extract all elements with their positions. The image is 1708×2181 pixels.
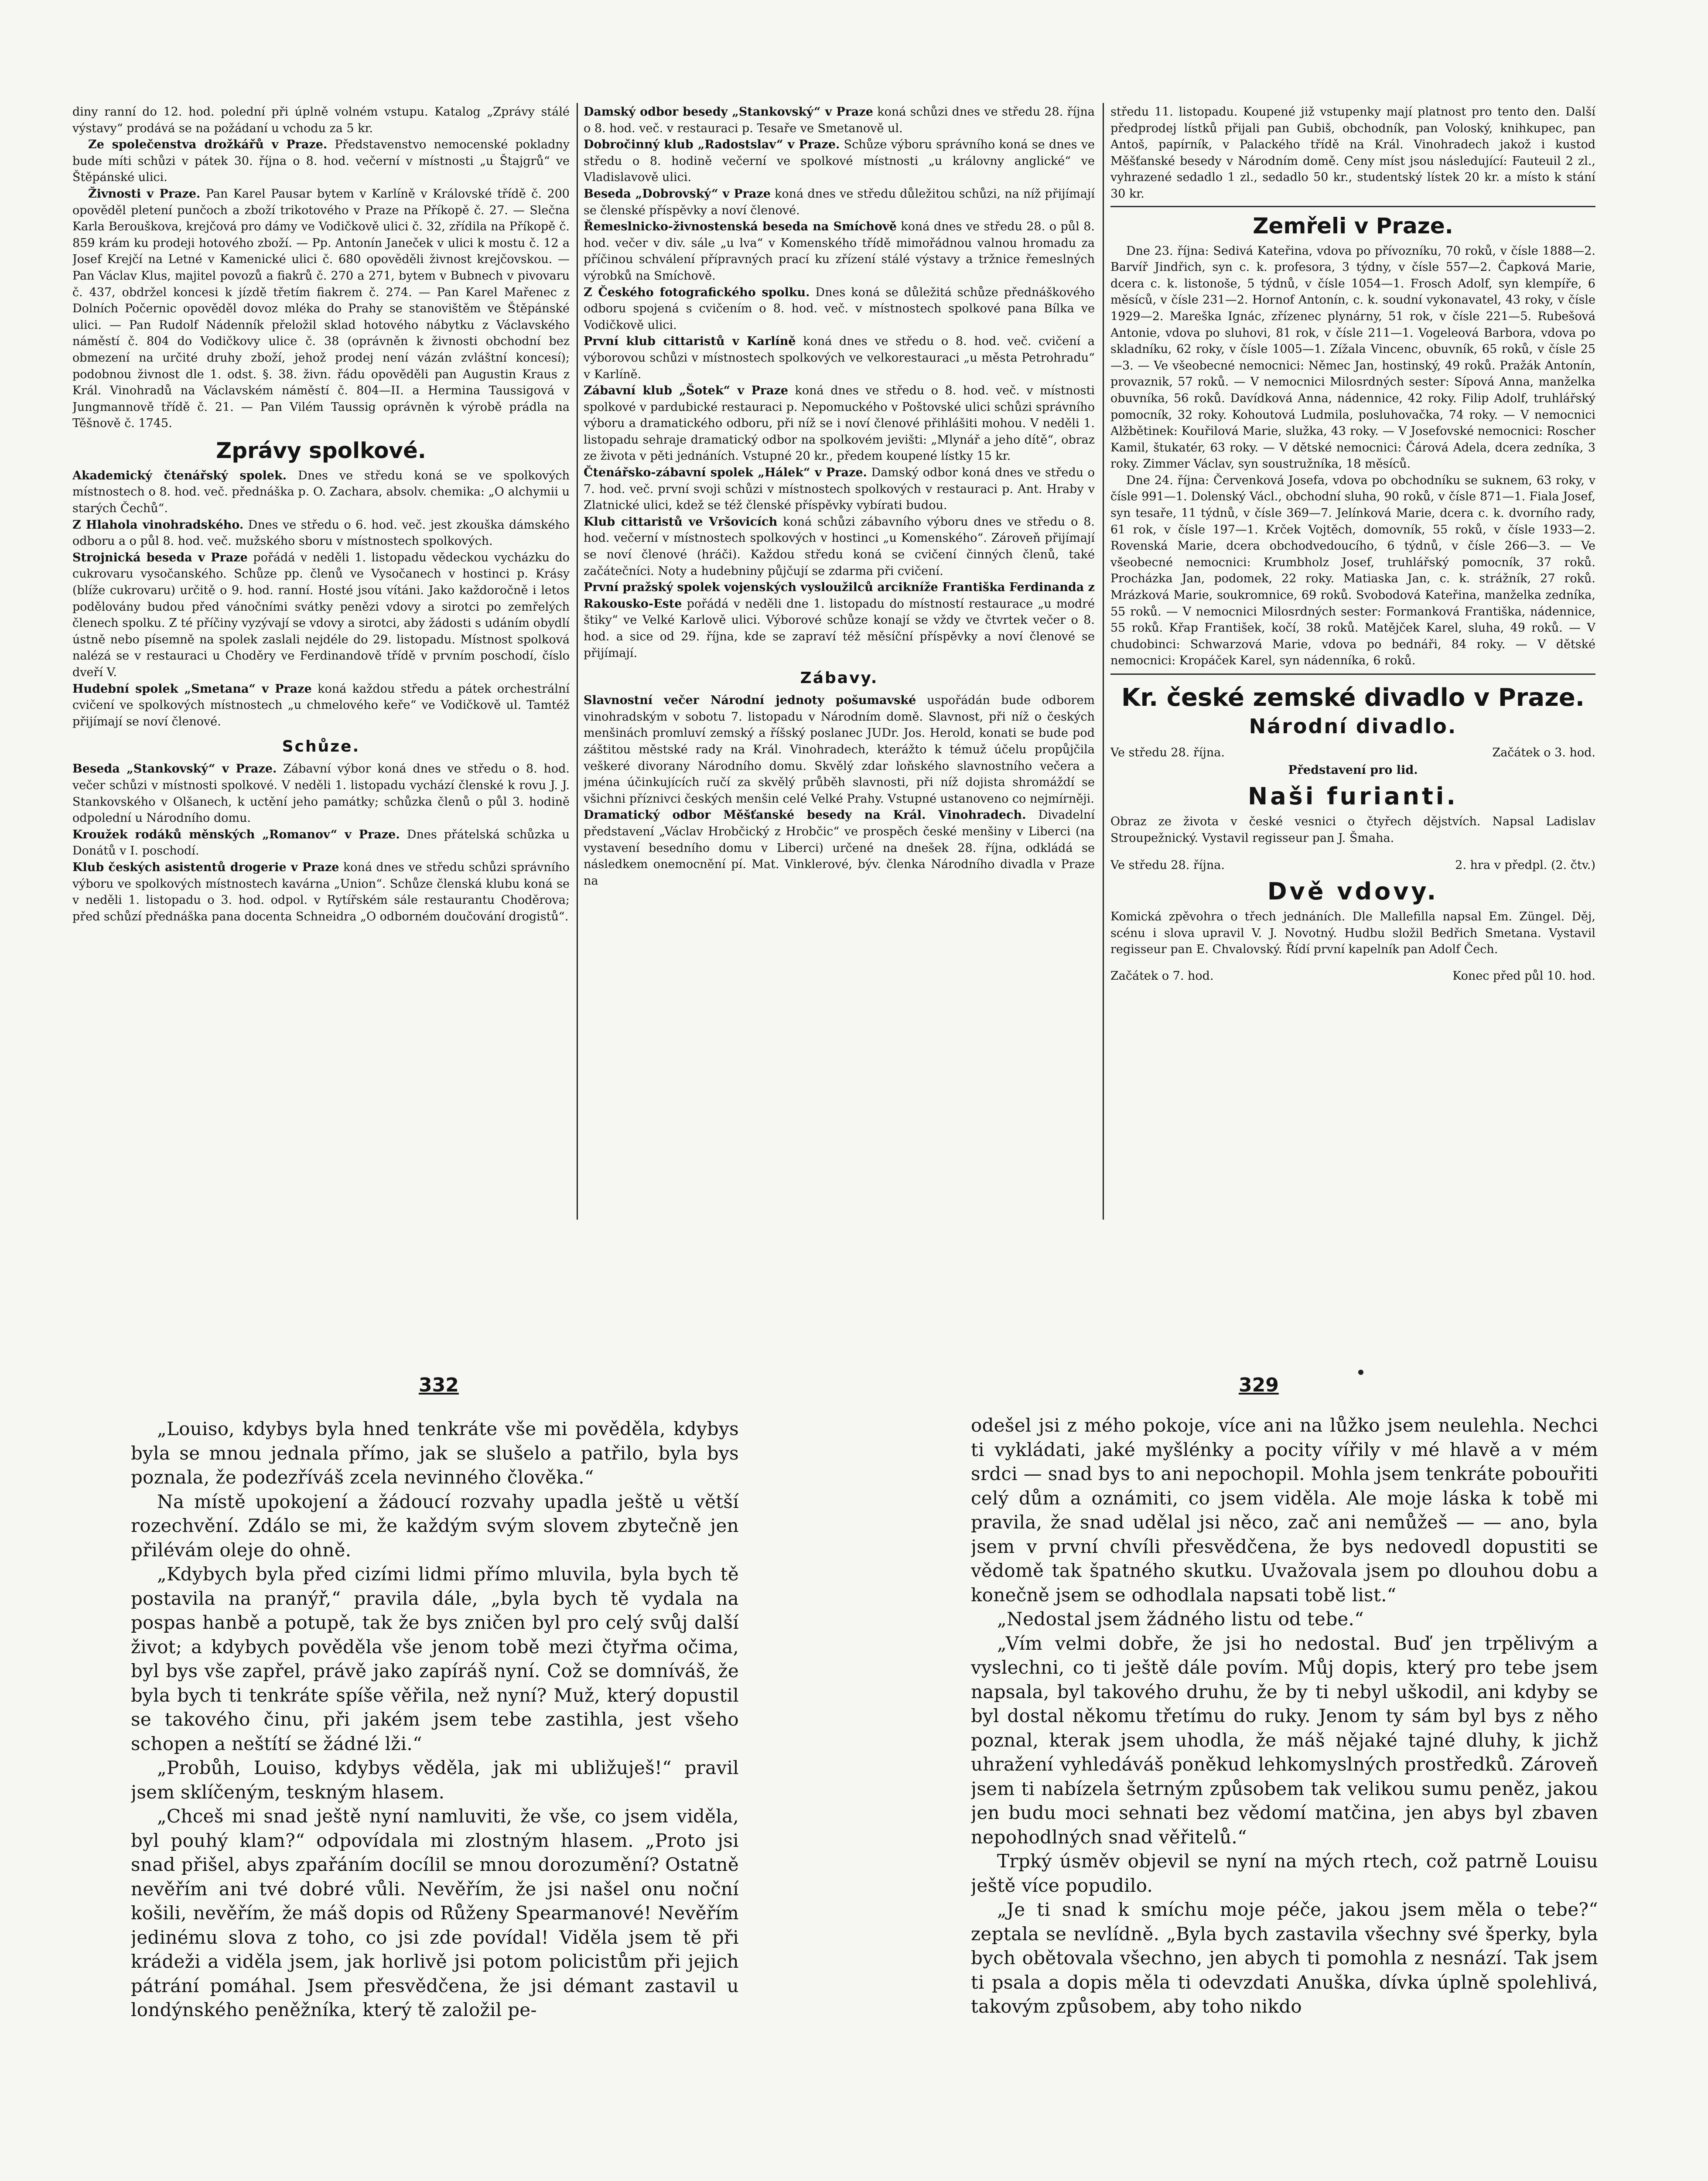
entertainment-item [584, 692, 1095, 807]
news-item [72, 137, 570, 186]
novel-paragraph: odešel jsi z mého pokoje, více ani na lůžko jsem neulehla. Nechci ti vykládati, jaké myšlénky a pocity vířily v mé hlavě a v mém srdci — snad bys to ani nepochopil. Mohla jsem tenkráte pobouřiti celý dům a oznámiti, co jsem viděla. Ale moje láska k tobě mi pravila, že snad udělal jsi něco, zač ani nemůžeš — — ano, byla jsem v první chvíli přesvědčena, že bys nedovedl dopustiti se vědomě tak špatného skutku. Uvažovala jsem po dlouhou dobu a konečně jsem se odhodlala napsati tobě list.“ [971, 1415, 1598, 1606]
club-item-head: Klub cittaristů ve Vršovicích [584, 515, 778, 529]
club-item-text: koná schůzi dnes ve středu 28. října o 8. hod. več. v restauraci p. Tesaře ve Smetanově ul. [584, 105, 1095, 135]
section-title-zemreli: Zemřeli v Praze. [1253, 213, 1453, 239]
club-item [584, 465, 1095, 514]
news-item [72, 186, 570, 432]
club-item-head: Čtenářsko-zábavní spolek „Hálek“ v Praze. [584, 466, 867, 480]
club-item-head: Řemeslnicko-živnostenská beseda na Smíchově [584, 220, 897, 234]
club-item [72, 681, 570, 730]
club-item-text: Damský odbor koná dnes ve středu o 7. hod. več. první svoji schůzi v místnostech spolkových v restauraci p. Ant. Hraby v Zlatnické ulici, kdež se též členské příspěvky vybírati budou. [584, 466, 1095, 513]
club-item-head: Z Českého fotografického spolku. [584, 285, 810, 299]
page-number-right: 329 [1239, 1374, 1279, 1396]
club-item [584, 284, 1095, 334]
club-item-text: Schůze výboru správního koná se dnes ve středu o 8. hodině večerní ve spolkové místnosti „u královny anglické“ ve Vladislavově ulici. [584, 138, 1095, 185]
entertainment-item-head: Slavnostní večer Národní jednoty pošumavské [584, 694, 916, 708]
meeting-item-text: Dnes přátelská schůzka u Donátů v I. poschodí. [72, 827, 570, 858]
meeting-item-text: koná dnes ve středu schůzi správního výboru ve spolkových místnostech kavárna „Union“. Schůze členská klubu koná se v neděli 1. listopadu o 3. hod. odpol. v Rytířském sále restaurantu Choděrova; před schůzí přednáška pana docenta Schneidra „O odborném doučování drogistů“. [72, 860, 570, 923]
entertainment-item-text: Divadelní představení „Václav Hrobčický z Hrobčic“ ve prospěch české menšiny v Liberci (na vystavení besedního domu v Liberci) určené na dnešek 28. října, odkládá se následkem onemocnění pí. Mat. Vinklerové, býv. členka Národního divadla v Praze na [584, 808, 1095, 888]
show-title: Dvě vdovy. [1267, 878, 1439, 906]
news-column-3 [1110, 104, 1595, 1220]
column-divider-2 [1103, 103, 1104, 1220]
club-item-head: Akademický čtenářský spolek. [72, 468, 287, 482]
club-item-head: První pražský spolek vojenských vysloužilců arcikníže Františka Ferdinanda z Rakousko-Este [584, 581, 1095, 611]
meeting-item [72, 761, 570, 826]
club-item-head: Damský odbor besedy „Stankovský“ v Praze [584, 105, 873, 119]
club-item-text: Dnes ve středu koná se ve spolkových místnostech o 8. hod. več. přednáška p. O. Zachara, absolv. chemika: „O alchymii u starých Čechů“. [72, 468, 570, 516]
meeting-item-text: Zábavní výbor koná dnes ve středu o 8. hod. večer schůzi v místnosti spolkové. V neděli 1. listopadu vychází členské k rovu J. J. Stankovského v Olšanech, k uctění jeho památky; schůzka členů o půl 3. hodině odpolední u Národního domu. [72, 762, 570, 825]
meeting-item [72, 827, 570, 859]
club-item-text: koná schůzi zábavního výboru dnes ve středu o 8. hod. večerní v místnostech spolkových v hostinci „u Komenského“. Zároveň přijímají se noví členové (hráči). Každou středu koná se cvičení činných členů, také začátečníci. Noty a hudebniny půjčují se zdarma při cvičení. [584, 515, 1095, 578]
show-date: Ve středu 28. října. [1110, 858, 1225, 872]
club-item-head: Beseda „Dobrovský“ v Praze [584, 187, 771, 201]
news-column-1 [72, 104, 570, 1220]
novel-paragraph: „Je ti snad k smíchu moje péče, jakou jsem měla o tebe?“ zeptala se nevlídně. „Byla bych zastavila všechny své šperky, byla bych obětovala všechno, jen abych ti pomohla z nesnází. Tak jsem ti psala a dopis měla ti odevzdati Anuška, dívka úplně spolehlivá, takovým způsobem, aby toho nikdo [971, 1899, 1598, 2017]
news-item-text: Představenstvo nemocenské pokladny bude míti schůzi v pátek 30. října o 8. hod. večerní v místnosti „u Štajgrů“ ve Štěpánské ulici. [72, 138, 570, 185]
news-item-head: Živnosti v Praze. [88, 187, 201, 201]
divider-line [1110, 206, 1595, 207]
meeting-item-head: Kroužek rodáků měnských „Romanov“ v Praze. [72, 827, 400, 841]
section-title-zabavy: Zábavy. [800, 669, 878, 687]
club-item [72, 468, 570, 517]
deaths-list: Dne 24. října: Červenková Josefa, vdova po obchodníku se suknem, 63 roky, v čísle 991—1. Dolenský Václ., obchodní sluha, 90 roků, v čísle 871—1. Fiala Josef, syn tesaře, 11 týdnů, v čísle 369—7. Jelínková Marie, dcera c. k. dvorního rady, 61 rok, v čísle 197—1. Krček Vojtěch, domovník, 55 roků, v čísle 1933—2. Rovenská Marie, dcera obchodvedoucího, 6 týdnů, v čísle 266—3. — Ve všeobecné nemocnici: Krumbholz Josef, truhlářský pomocník, 37 roků. Procházka Jan, podomek, 22 roky. Matiaska Jan, c. k. strážník, 27 roků. Mrázková Marie, soukromnice, 69 roků. Svobodová Kateřina, manželka zedníka, 55 roků. — V nemocnici Milosrdných sester: Formanková Františka, nádennice, 55 roků. Křap František, kočí, 38 roků. Matějček Karel, sluha, 49 roků. — V chudobinci: Schwarzová Marie, vdova po bednáři, 84 roky. — V dětské nemocnici: Kropáček Karel, syn nádenníka, 6 roků. [1110, 473, 1595, 668]
show-description: Obraz ze života v české vesnici o čtyřech dějstvích. Napsal Ladislav Stroupežnický. Vystavil regisseur pan J. Šmaha. [1110, 815, 1595, 845]
club-item-text: pořádá v neděli 1. listopadu vědeckou vycházku do cukrovaru vysočanského. Schůze pp. členů ve Vysočanech v hostinci p. Krásy (blíže cukrovaru) určitě o 9. hod. ranní. Hosté jsou vítáni. Jako každoročně i letos podělovány budou před vánočními svátky penězi vdovy a sirotci po zemřelých členech spolku. Z té příčiny vyzývají se vdovy a sirotci, aby žádosti s udáním obydlí ústně nebo písemně na spolek zaslali nejdéle do 29. listopadu. Místnost spolková nalézá se v restauraci u Choděry ve Ferdinandově třídě v prvním poschodí, číslo dveří V. [72, 550, 570, 679]
column-divider-1 [577, 103, 578, 1220]
meeting-item [72, 859, 570, 925]
section-title-zpravy-spolkove: Zprávy spolkové. [216, 438, 426, 463]
print-mark [1358, 1370, 1363, 1375]
club-item [584, 514, 1095, 579]
show-row [1110, 967, 1595, 985]
show-row [1110, 744, 1595, 762]
club-item [584, 186, 1095, 219]
club-item [584, 333, 1095, 383]
club-item-text: koná dnes ve středu důležitou schůzi, na níž přijímají se členské příspěvky a noví členové. [584, 187, 1095, 217]
club-item [72, 517, 570, 550]
club-item-text: koná dnes ve středu 28. o půl 8. hod. večer v div. sále „u lva“ v Komenského třídě mimořádnou valnou hromadu za příčinou schválení přípravných prací ku zřízení stálé výstavy a tržnice řemeslných výrobků na Smíchově. [584, 220, 1095, 283]
news-item-text: Pan Karel Pausar bytem v Karlíně v Královské třídě č. 200 opověděl pletení punčoch a zboží trikotového v Praze na Příkopě č. 27. — Slečna Karla Berouškova, krejčová pro dámy ve Vodičkově ulici č. 32, zřídila na Příkopě č. 859 krám ku prodeji hotového zboží. — Pp. Antonín Janeček v ulici k mostu č. 12 a Josef Krejčí na Letné v Kamenické ulici č. 680 opověděli živnost krejčovskou. — Pan Václav Klus, majitel povozů a fiakrů č. 270 a 271, bytem v Bubnech v pivovaru č. 437, obdržel koncesi k jízdě třetím fiakrem č. 274. — Pan Karel Mařenec z Dolních Počernic opověděl dovoz mléka do Prahy se stanovištěm ve Štěpánské ulici. — Pan Rudolf Nádenník přeložil sklad hotového nábytku z Václavského náměstí č. 804 do Vodičkovy ulice č. 38 (oprávněn k živnosti obchodní bez obmezení na určité druhy zboží, jehož prodej není vázán zvláštní koncesí); podobnou živnost dle 1. odst. §. 38. živn. řádu opověděli pan Augustin Kraus z Král. Vinohradů na Václavském náměstí č. 804—II. a Hermina Taussigová v Jungmannově třídě č. 21. — Pan Vilém Taussig oprávněn k výrobě prádla na Těšnově č. 1745. [72, 187, 570, 431]
club-item-text: Dnes ve středu o 6. hod. več. jest zkouška dámského odboru a o půl 8. hod. več. mužského sboru v místnostech spolkových. [72, 518, 570, 548]
show-row [1110, 857, 1595, 874]
club-item-head: První klub cittaristů v Karlíně [584, 335, 796, 349]
exhibition-notice: diny ranní do 12. hod. polední při úplně volném vstupu. Katalog „Zprávy stálé výstavy“ prodává se na požádaní u vchodu za 5 kr. [72, 105, 570, 135]
novel-paragraph: „Louiso, kdybys byla hned tenkráte vše mi pověděla, kdybys byla se mnou jednala přímo, jak se slušelo a patřilo, byla bys poznala, že podezříváš zcela nevinného člověka.“ [131, 1418, 739, 1488]
show-start: Začátek o 3. hod. [1492, 746, 1595, 759]
novel-paragraph: Na místě upokojení a žádoucí rozvahy upadla ještě u větší rozechvění. Zdálo se mi, že každým svým slovem zbytečně jen přilévám oleje do ohně. [131, 1490, 739, 1561]
club-item-head: Zábavní klub „Šotek“ v Praze [584, 384, 789, 398]
page-number-left: 332 [419, 1374, 459, 1396]
show-title: Naši furianti. [1248, 783, 1458, 810]
club-item-head: Strojnická beseda v Praze [72, 550, 248, 564]
show-subscription: 2. hra v předpl. (2. čtv.) [1455, 858, 1595, 872]
section-title-schuze: Schůze. [282, 738, 360, 756]
club-item-text: pořádá v neděli dne 1. listopadu do místností restaurace „u modré štiky“ ve Velké Karlově ulici. Výborové schůze konají se vždy ve čtvrtek večer o 8. hod. a sice od 29. října, kde se zapraví též měsíční příspěvky a noví členové se přijímají. [584, 597, 1095, 660]
club-item-head: Z Hlahola vinohradského. [72, 518, 244, 532]
entertainment-item-head: Dramatický odbor Měšťanské besedy na Král. Vinohradech. [584, 808, 1026, 822]
club-item [72, 550, 570, 681]
club-item [584, 579, 1095, 661]
novel-paragraph: „Kdybych byla před cizími lidmi přímo mluvila, byla bych tě postavila na pranýř,“ pravila dále, „byla bych tě vydala na pospas hanbě a potupě, tak že bys zničen byl pro celý svůj další život; a kdybych pověděla vše jenom tobě mezi čtyřma očima, byl bys vše zapřel, právě jako zapíráš nyní. Což se domníváš, že byla bych ti tenkráte spíše věřila, než nyní? Muž, který dopustil se takového činu, při jakém jsem tebe zastihla, jest všeho schopen a neštítí se žádné lži.“ [131, 1563, 739, 1754]
meeting-item-head: Beseda „Stankovský“ v Praze. [72, 762, 277, 776]
club-item-text: koná dnes ve středu o 8. hod. več. v místnosti spolkové v pardubické restauraci p. Nepomuckého v Poštovské ulici schůzi správního výboru a dramatického odboru, při níž se i noví členové přihlášiti mohou. V neděli 1. listopadu sehraje dramatický odbor na spolkovém jevišti: „Mlynář a jeho dítě“, obraz ze života v pěti jednáních. Vstupné 20 kr., předem koupené lístky 15 kr. [584, 384, 1095, 463]
club-item [584, 104, 1095, 137]
club-item [584, 219, 1095, 284]
club-item-text: koná dnes ve středu o 8. hod. več. cvičení a výborovou schůzi v místnostech spolkových ve velkorestauraci „u města Petrohradu“ v Karlíně. [584, 335, 1095, 381]
club-item-head: Hudební spolek „Smetana“ v Praze [72, 682, 312, 696]
show-start: Začátek o 7. hod. [1110, 969, 1214, 983]
theater-title: Kr. české zemské divadlo v Praze. [1121, 684, 1585, 712]
show-date: Ve středu 28. října. [1110, 746, 1225, 759]
novel-paragraph: Trpký úsměv objevil se nyní na mých rtech, což patrně Louisu ještě více popudilo. [971, 1850, 1598, 1896]
meeting-item-head: Klub českých asistentů drogerie v Praze [72, 860, 339, 874]
club-item-text: Dnes koná se důležitá schůze přednáškového odboru spojená s cvičením o 8. hod. več. v místnostech spolkové pana Bílka ve Vodičkově ulici. [584, 285, 1095, 332]
entertainment-item [584, 807, 1095, 889]
show-note: Představení pro lid. [1288, 763, 1418, 777]
club-item-text: koná každou středu a pátek orchestrální cvičení ve spolkových místnostech „u chmelového keře“ ve Vodičkově ul. Tamtéž přijímají se noví členové. [72, 682, 570, 728]
divider-line [1110, 673, 1595, 675]
novel-page-right [971, 1413, 1598, 2155]
show-end: Konec před půl 10. hod. [1452, 969, 1595, 983]
entertainment-item-text: uspořádán bude odborem vinohradským v sobotu 7. listopadu v Národním domě. Slavnost, při níž o českých menšinách promluví zemský a říšský poslanec JUDr. Jos. Herold, konati se bude pod záštitou městské rady na Král. Vinohradech, kterážto k témuž účelu propůjčila veškeré divorany Národního domu. Skvělý zdar loňského slavnostního večera a jména účinkujících ručí za skvělý průběh slavnosti, při níž dojista shromáždí se všichni příznivci českých menšin celé Velké Prahy. Vstupné ustanoveno co nejmírněji. [584, 694, 1095, 806]
novel-paragraph: „Probůh, Louiso, kdybys věděla, jak mi ubližuješ!“ pravil jsem sklíčeným, teskným hlasem. [131, 1757, 739, 1803]
novel-paragraph: „Nedostal jsem žádného listu od tebe.“ [997, 1608, 1364, 1630]
entertainment-continued: středu 11. listopadu. Koupené již vstupenky mají platnost pro tento den. Další předprodej lístků přijali pan Gubiš, obchodník, pan Voloský, knihkupec, pan Antoš, papírník, v Palackého třídě na Král. Vinohradech jakož i kustod Měšťanské besedy v Národním domě. Ceny míst jsou následující: Fauteuil 2 zl., vyhrazené sedadlo 1 zl., sedadlo 50 kr., studentský lístek 20 kr. a místo k stání 30 kr. [1110, 105, 1595, 201]
theater-subtitle: Národní divadlo. [1249, 714, 1457, 738]
novel-paragraph: „Vím velmi dobře, že jsi ho nedostal. Buď jen trpělivým a vyslechni, co ti ještě dále povím. Můj dopis, který pro tebe jsem napsala, byl takového druhu, že by ti nebyl uškodil, ani kdyby se byl dostal někomu třetímu do ruky. Jenom ty sám byl bys z něho poznal, kterak jsem uhodla, že máš nějaké tajné dluhy, k jichž uhražení vyhledáváš poněkud lehkomyslných prostředků. Zároveň jsem ti nabízela šetrným způsobem tak velikou sumu peněz, jakou jen budu moci sehnati bez vědomí matčina, jen abys byl zbaven nepohodlných snad věřitelů.“ [971, 1632, 1598, 1848]
club-item [584, 137, 1095, 186]
news-item-head: Ze společenstva drožkářů v Praze. [88, 138, 328, 152]
news-column-2 [584, 104, 1095, 1220]
deaths-list: Dne 23. října: Sedivá Kateřina, vdova po přívozníku, 70 roků, v čísle 1888—2. Barvíř Jindřich, syn c. k. profesora, 3 týdny, v čísle 557—2. Čapková Marie, dcera c. k. listonoše, 5 týdnů, v čísle 1054—1. Frosch Adolf, syn klempíře, 6 měsíců, v čísle 231—2. Hornof Antonín, c. k. soudní vykonavatel, 43 roky, v čísle 1929—2. Mareška Ignác, zřízenec plynárny, 51 rok, v čísle 221—5. Rubešová Antonie, vdova po sluhovi, 81 rok, v čísle 211—1. Vogeleová Barbora, vdova po skladníku, 62 roky, v čísle 1005—1. Zížala Vincenc, obuvník, 65 roků, v čísle 25—3. — Ve všeobecné nemocnici: Němec Jan, hostinský, 49 roků. Pražák Antonín, provaznik, 57 roků. — V nemocnici Milosrdných sester: Sípová Anna, manželka obuvníka, 56 roků. Davídková Anna, nádennice, 42 roky. Filip Adolf, truhlářský pomocník, 32 roky. Kohoutová Ludmila, posluhovačka, 74 roky. — V nemocnici Alžbětinek: Kouřilová Marie, služka, 43 roky. — V Josefovské nemocnici: Roscher Kamil, štukatér, 63 roky. — V dětské nemocnici: Čárová Adela, dcera zedníka, 3 roky. Zimmer Václav, syn soustružníka, 18 měsíců. [1110, 244, 1595, 471]
club-item [584, 383, 1095, 465]
novel-page-left [131, 1417, 739, 2158]
club-item-head: Dobročinný klub „Radostslav“ v Praze. [584, 138, 840, 152]
novel-paragraph: „Chceš mi snad ještě nyní namluviti, že vše, co jsem viděla, byl pouhý klam?“ odpovídala mi zlostným hlasem. „Proto jsi snad přišel, abys zpařáním docílil se mnou dorozumění? Ostatně nevěřím ani tvé dobré vůli. Nevěřím, že jsi našel onu noční košili, nevěřím, že máš dopis od Růženy Spearmanové! Nevěřím jedinému slova z toho, co jsi zde povídal! Viděla jsem tě při krádeži a viděla jsem, jak horlivě jsi potom policistům při jejich pátrání pomáhal. Jsem přesvědčena, že jsi démant zastavil u londýnského peněžníka, který tě založil pe- [131, 1805, 739, 2020]
show-description: Komická zpěvohra o třech jednáních. Dle Mallefilla napsal Em. Züngel. Děj, scénu i slova upravil V. J. Novotný. Hudbu složil Bedřich Smetana. Vystavil regisseur pan E. Chvalovský. Řídí první kapelník pan Adolf Čech. [1110, 910, 1595, 957]
